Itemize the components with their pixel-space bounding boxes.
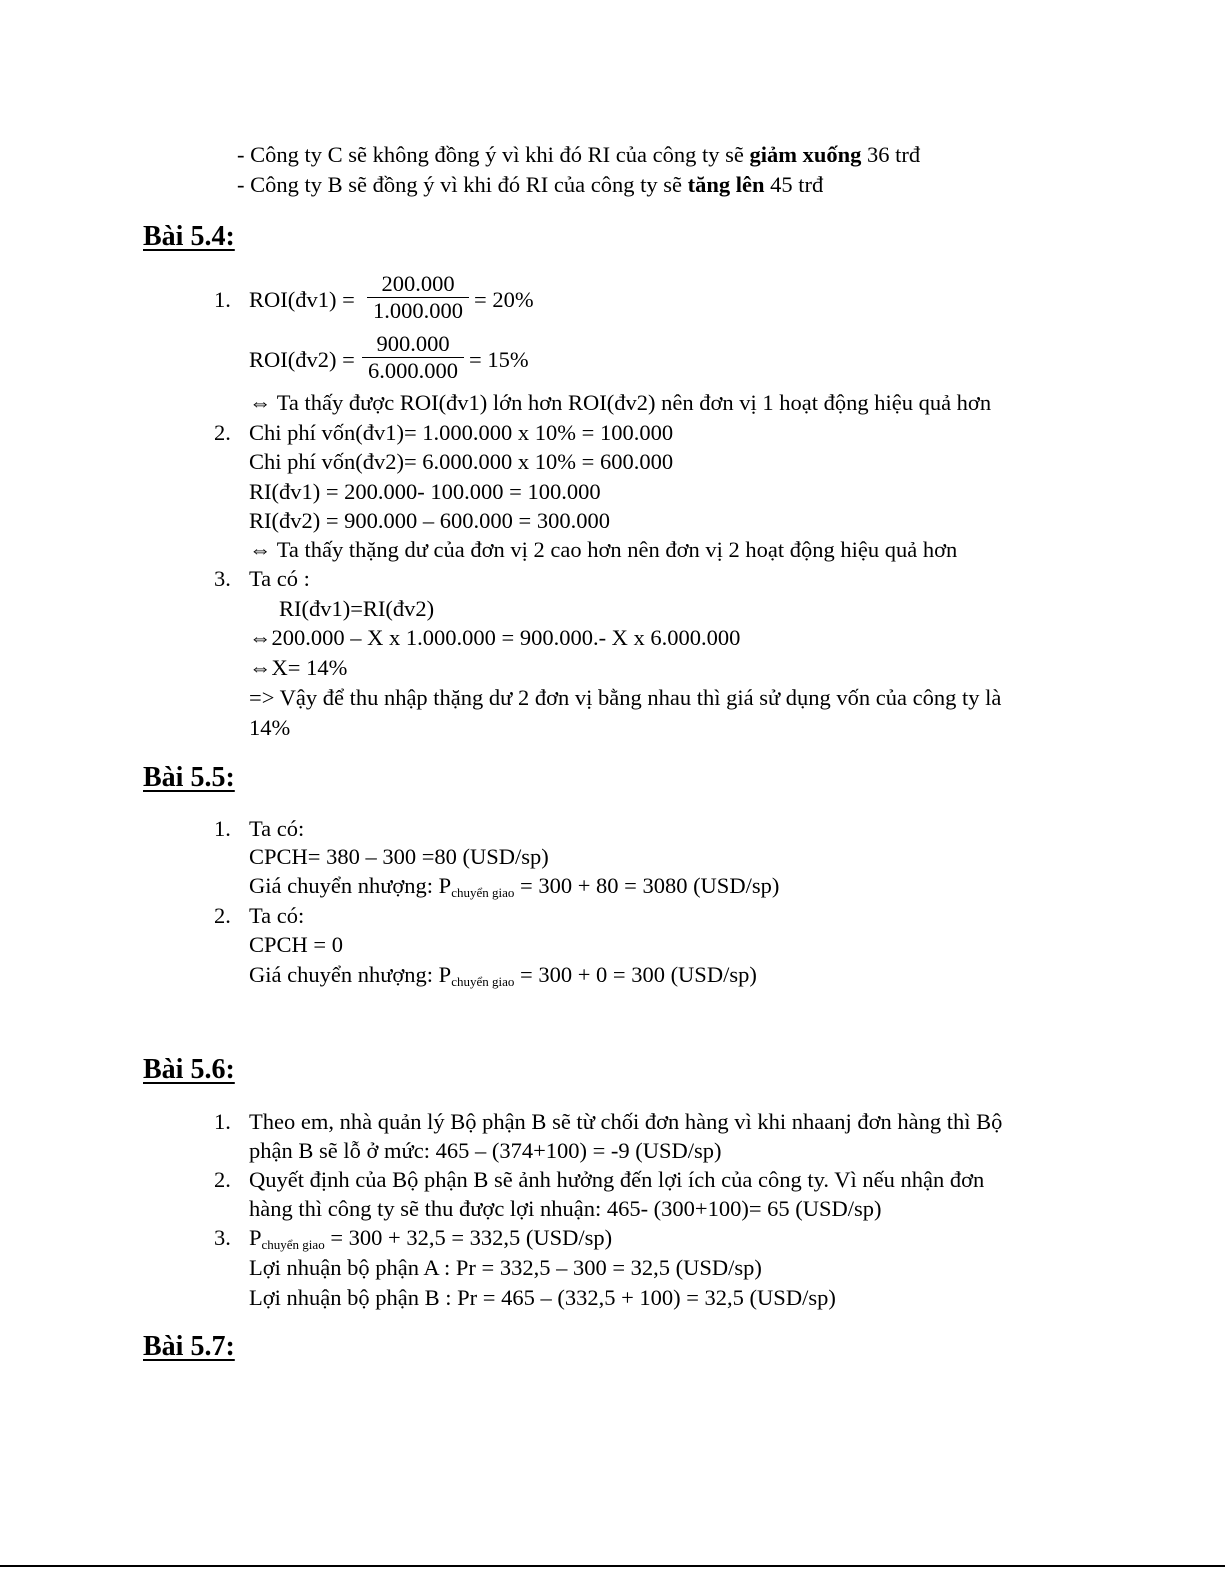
text-part: = 300 + 0 = 300 (USD/sp) [514,962,757,987]
subscript: chuyển giao [451,974,515,989]
text-part: Giá chuyển nhượng: P [249,873,452,898]
item-number: 2. [214,903,231,928]
roi2-rhs: = 15% [469,347,529,372]
roi1-lhs: ROI(đv1) = [249,287,355,312]
intro-bold: tăng lên [687,172,765,197]
body-line: Chi phí vốn(đv1)= 1.000.000 x 10% = 100.000 [249,420,674,445]
roi1-fraction [367,271,469,324]
roi2-fraction [362,331,464,384]
roi1-numerator: 200.000 [381,271,455,296]
body-line: ⇔X= 14% [249,655,348,680]
text-part: P [249,1225,262,1250]
body-line: RI(đv1)=RI(đv2) [279,596,435,621]
subscript: chuyển giao [451,885,515,900]
body-line: ⇔200.000 – X x 1.000.000 = 900.000.- X x 6.000.000 [249,625,741,650]
section-title-5-5: Bài 5.5: [143,762,235,793]
intro-line-company-b [237,171,823,199]
page-bottom-rule [0,1565,1225,1567]
roi2-denominator: 6.000.000 [362,357,464,384]
roi1-denominator: 1.000.000 [367,297,469,324]
intro-text: 36 trđ [861,142,921,167]
conclusion-line: ⇔ Ta thấy được ROI(đv1) lớn hơn ROI(đv2) nên đơn vị 1 hoạt động hiệu quả hơn [249,390,992,415]
body-line: CPCH = 0 [249,932,343,957]
roi1-rhs: = 20% [474,287,534,312]
intro-text: 45 trđ [764,172,824,197]
intro-text: - Công ty B sẽ đồng ý vì khi đó RI của công ty sẽ [237,172,688,197]
body-line: 14% [249,715,291,740]
subscript: chuyển giao [261,1237,325,1252]
conclusion-line: ⇔ Ta thấy thặng dư của đơn vị 2 cao hơn nên đơn vị 2 hoạt động hiệu quả hơn [249,537,958,562]
body-line: RI(đv1) = 200.000- 100.000 = 100.000 [249,479,601,504]
body-line: RI(đv2) = 900.000 – 600.000 = 300.000 [249,508,610,533]
body-line [249,961,757,996]
body-line: Theo em, nhà quản lý Bộ phận B sẽ từ chối đơn hàng vì khi nhaanj đơn hàng thì Bộ [249,1109,1003,1134]
item-number: 2. [214,1167,231,1192]
text-part: = 300 + 80 = 3080 (USD/sp) [514,873,780,898]
body-line: phận B sẽ lỗ ở mức: 465 – (374+100) = -9 (USD/sp) [249,1138,722,1163]
body-line: Lợi nhuận bộ phận A : Pr = 332,5 – 300 = 32,5 (USD/sp) [249,1255,762,1280]
item-number: 1. [214,816,231,841]
item-number: 1. [214,287,231,312]
section-title-5-6: Bài 5.6: [143,1054,235,1085]
body-line: Quyết định của Bộ phận B sẽ ảnh hưởng đến lợi ích của công ty. Vì nếu nhận đơn [249,1167,985,1192]
intro-bold: giảm xuống [749,142,862,167]
body-line: Ta có : [249,566,310,591]
section-title-5-4: Bài 5.4: [143,221,235,252]
body-line: Ta có: [249,903,305,928]
item-number: 1. [214,1109,231,1134]
body-line: Lợi nhuận bộ phận B : Pr = 465 – (332,5 + 100) = 32,5 (USD/sp) [249,1285,836,1310]
intro-text: - Công ty C sẽ không đồng ý vì khi đó RI của công ty sẽ [237,142,750,167]
body-line: Ta có: [249,816,305,841]
item-number: 3. [214,566,231,591]
section-title-5-7: Bài 5.7: [143,1331,235,1362]
text-part: Giá chuyển nhượng: P [249,962,452,987]
intro-line-company-c [237,141,920,169]
item-number: 3. [214,1225,231,1250]
body-line: Chi phí vốn(đv2)= 6.000.000 x 10% = 600.000 [249,449,674,474]
roi2-lhs: ROI(đv2) = [249,347,355,372]
body-line: hàng thì công ty sẽ thu được lợi nhuận: 465- (300+100)= 65 (USD/sp) [249,1196,882,1221]
item-number: 2. [214,420,231,445]
body-line: CPCH= 380 – 300 =80 (USD/sp) [249,844,549,869]
body-line: => Vậy để thu nhập thặng dư 2 đơn vị bằng nhau thì giá sử dụng vốn của công ty là [249,685,1002,710]
body-line [249,872,779,907]
text-part: = 300 + 32,5 = 332,5 (USD/sp) [324,1225,613,1250]
roi2-numerator: 900.000 [376,331,450,356]
